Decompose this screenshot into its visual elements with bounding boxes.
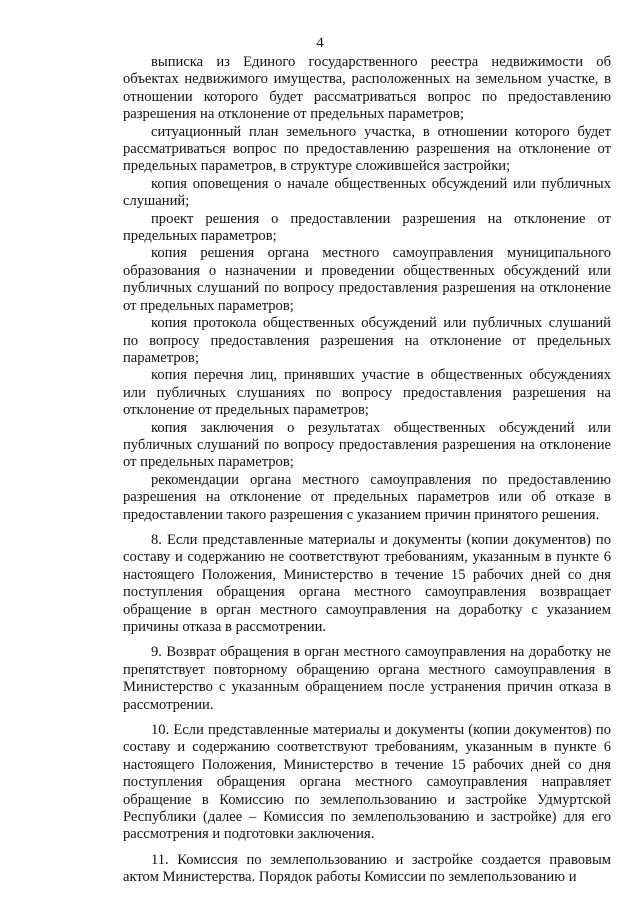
paragraph-decision-copy: копия решения органа местного самоуправления муниципального образования о назначении и проведении общественных обсуждений или публичных слушаний по вопросу предоставления разрешения на отклонение от предельных параметров; bbox=[123, 245, 611, 314]
paragraph-protocol-copy: копия протокола общественных обсуждений или публичных слушаний по вопросу предоставления разрешения на отклонение от предельных параметров; bbox=[123, 315, 611, 366]
document-body bbox=[123, 54, 611, 887]
paragraph-conclusion-copy: копия заключения о результатах общественных обсуждений или публичных слушаний по вопросу предоставления разрешения на отклонение от предельных параметров; bbox=[123, 419, 611, 471]
paragraph-notice-copy: копия оповещения о начале общественных обсуждений или публичных слушаний; bbox=[123, 175, 611, 210]
paragraph-clause-11: 11. Комиссия по землепользованию и застройке создается правовым актом Министерства. Порядок работы Комиссии по землепользованию и bbox=[123, 851, 611, 886]
page-number: 4 bbox=[316, 35, 324, 51]
paragraph-clause-9: 9. Возврат обращения в орган местного самоуправления на доработку не препятствует повторному обращению органа местного самоуправления в Министерство с указанным обращением после устранения причин отказа в рассмотрении. bbox=[123, 644, 611, 713]
paragraph-participants-list: копия перечня лиц, принявших участие в общественных обсуждениях или публичных слушаниях по вопросу предоставления разрешения на отклонение от предельных параметров; bbox=[123, 367, 611, 419]
paragraph-recommendations: рекомендации органа местного самоуправления по предоставлению разрешения на отклонение от предельных параметров или об отказе в предоставлении такого разрешения с указанием причин принятого решения. bbox=[123, 471, 611, 523]
paragraph-clause-8: 8. Если представленные материалы и документы (копии документов) по составу и содержанию не соответствуют требованиям, указанным в пункте 6 настоящего Положения, Министерство в течение 15 рабочих дней со дня поступления обращения органа местного самоуправления возвращает обращение в орган местного самоуправления на доработку с указанием причины отказа в рассмотрении. bbox=[123, 531, 611, 635]
paragraph-draft-decision: проект решения о предоставлении разрешения на отклонение от предельных параметров; bbox=[123, 210, 611, 245]
paragraph-situational-plan: ситуационный план земельного участка, в отношении которого будет рассматриваться вопрос по предоставлению разрешения на отклонение от предельных параметров, в структуре сложившейся застройки; bbox=[123, 123, 611, 175]
paragraph-egrn-extract: выписка из Единого государственного реестра недвижимости об объектах недвижимого имущества, расположенных на земельном участке, в отношении которого будет рассматриваться вопрос по предоставлению разрешения на отклонение от предельных параметров; bbox=[123, 54, 611, 123]
paragraph-clause-10: 10. Если представленные материалы и документы (копии документов) по составу и содержанию соответствуют требованиям, указанным в пункте 6 настоящего Положения, Министерство в течение 15 рабочих дней со дня поступления обращения органа местного самоуправления направляет обращение в Комиссию по землепользованию и застройке Удмуртской Республики (далее – Комиссия по землепользованию и застройке) для его рассмотрения и подготовки заключения. bbox=[123, 722, 611, 843]
